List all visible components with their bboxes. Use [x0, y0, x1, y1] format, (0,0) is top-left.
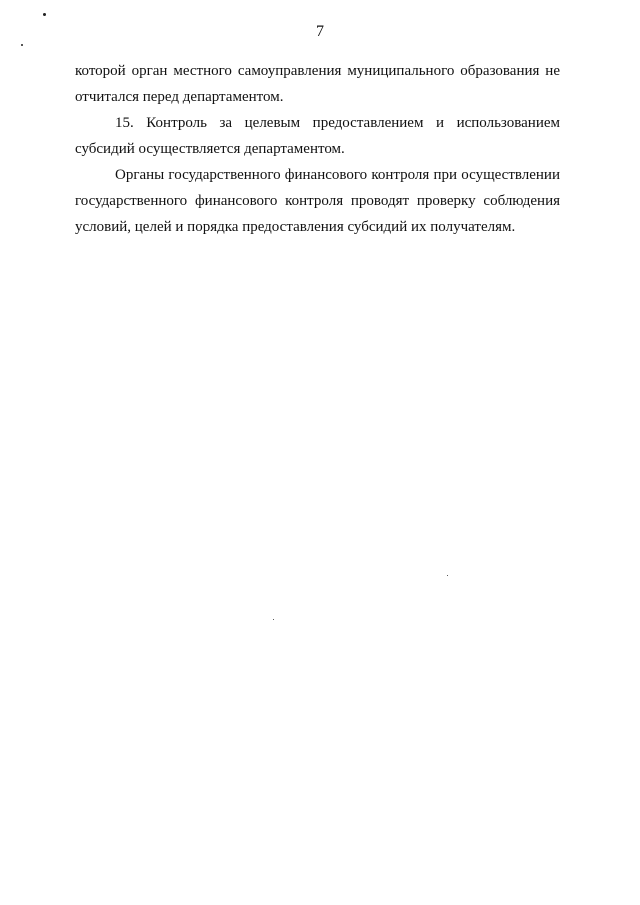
paragraph-2-line-2: субсидий осуществляется департаментом. [75, 141, 345, 157]
paragraph-3-line-3: условий, целей и порядка предоставления субсидий их получателям. [75, 219, 516, 235]
scan-speck [21, 44, 23, 46]
scan-speck [273, 619, 274, 620]
paragraph-1-line-1: которой орган местного самоуправления муниципального образования не [75, 63, 560, 79]
scan-speck [43, 13, 46, 16]
paragraph-1-line-2: отчитался перед департаментом. [75, 89, 284, 105]
scan-speck [447, 575, 448, 576]
paragraph-2-line-1: 15. Контроль за целевым предоставлением и использованием [115, 115, 560, 131]
paragraph-3-line-2: государственного финансового контроля проводят проверку соблюдения [75, 193, 560, 209]
page-number: 7 [316, 23, 324, 40]
paragraph-3-line-1: Органы государственного финансового контроля при осуществлении [115, 167, 560, 183]
